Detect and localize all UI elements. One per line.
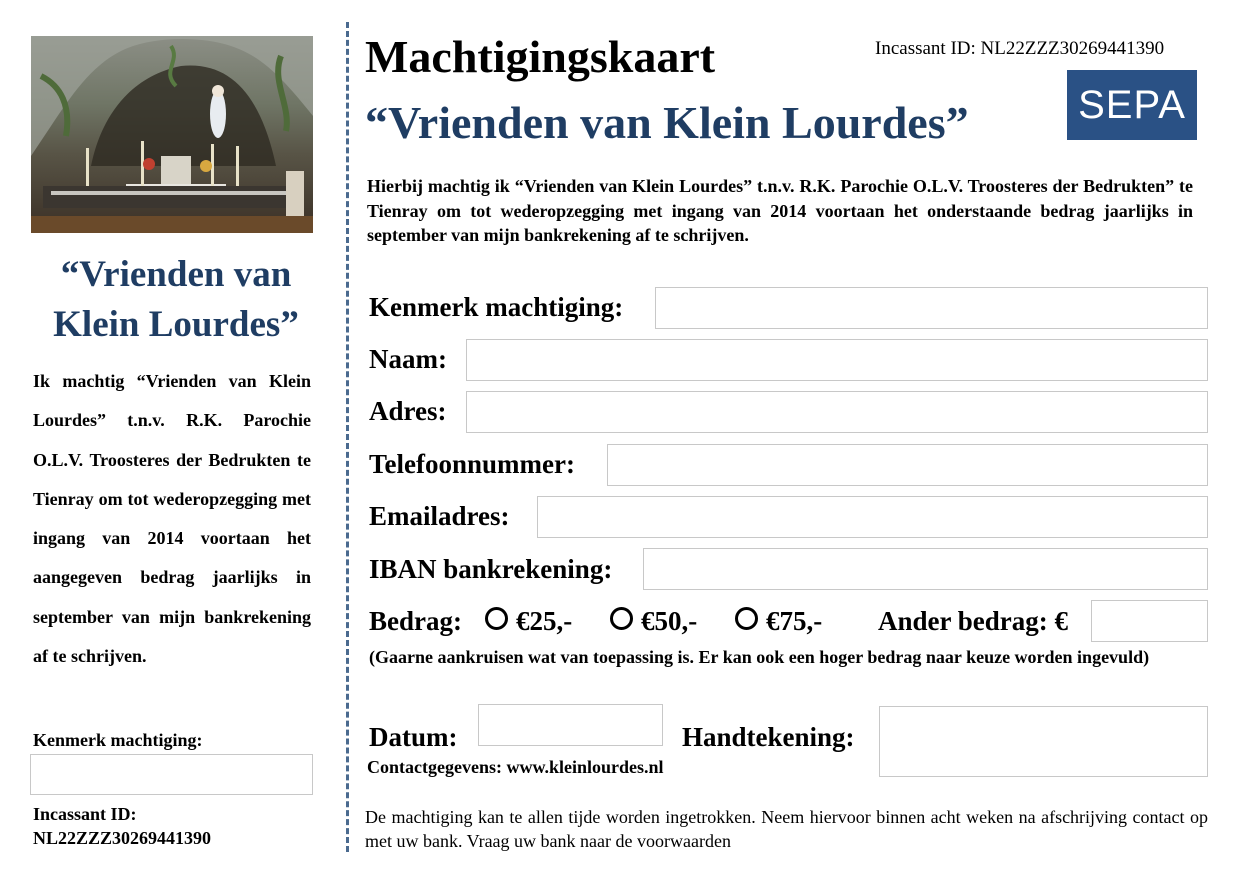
- adres-field[interactable]: [466, 391, 1208, 433]
- ander-bedrag-field[interactable]: [1091, 600, 1208, 642]
- email-field[interactable]: [537, 496, 1208, 538]
- option-75[interactable]: [735, 606, 822, 637]
- disclaimer-text: De machtiging kan te allen tijde worden ingetrokken. Neem hiervoor binnen acht weken na afschrijving contact op met uw bank. Vraag uw bank naar de voorwaarden: [365, 807, 1208, 851]
- left-incassant-label: Incassant ID:: [33, 804, 137, 824]
- naam-field[interactable]: [466, 339, 1208, 381]
- left-incassant-value: NL22ZZZ30269441390: [33, 828, 212, 848]
- radio-circle-icon[interactable]: [485, 607, 508, 630]
- left-incassant-id: [33, 802, 211, 850]
- card-subtitle: “Vrienden van Klein Lourdes”: [365, 97, 969, 148]
- option-50[interactable]: [610, 606, 697, 637]
- left-kenmerk-field[interactable]: [30, 754, 313, 795]
- kenmerk-label: Kenmerk machtiging:: [369, 292, 624, 322]
- handtekening-label: Handtekening:: [682, 722, 855, 752]
- bedrag-label: Bedrag:: [369, 606, 462, 636]
- kenmerk-field[interactable]: [655, 287, 1208, 329]
- option-75-label: €75,-: [766, 606, 823, 636]
- telefoon-field[interactable]: [607, 444, 1208, 486]
- bedrag-note: (Gaarne aankruisen wat van toepassing is. Er kan ook een hoger bedrag naar keuze worden ingevuld): [369, 647, 1150, 667]
- iban-label: IBAN bankrekening:: [369, 554, 613, 584]
- email-label: Emailadres:: [369, 501, 510, 531]
- contact-info: Contactgegevens: www.kleinlourdes.nl: [367, 757, 664, 777]
- option-25[interactable]: [485, 606, 572, 637]
- left-kenmerk-label: Kenmerk machtiging:: [33, 730, 203, 750]
- incassant-id: Incassant ID: NL22ZZZ30269441390: [875, 38, 1165, 59]
- left-mandate-text: Ik machtig “Vrienden van Klein Lourdes” t.n.v. R.K. Parochie O.L.V. Troosteres der Bedrukten te Tienray om tot wederopzegging met ingang van 2014 voortaan het aangegeven bedrag jaarlijks in september van mijn bankrekening af te schrijven.: [33, 371, 311, 667]
- datum-label: Datum:: [369, 722, 458, 752]
- left-title: “Vrienden van Klein Lourdes”: [53, 254, 299, 345]
- radio-circle-icon[interactable]: [735, 607, 758, 630]
- naam-label: Naam:: [369, 344, 447, 374]
- handtekening-field[interactable]: [879, 706, 1208, 777]
- datum-field[interactable]: [478, 704, 663, 746]
- card-title: Machtigingskaart: [365, 31, 716, 82]
- option-25-label: €25,-: [516, 606, 573, 636]
- iban-field[interactable]: [643, 548, 1208, 590]
- radio-circle-icon[interactable]: [610, 607, 633, 630]
- adres-label: Adres:: [369, 396, 447, 426]
- cut-line-divider: [346, 22, 349, 852]
- telefoon-label: Telefoonnummer:: [369, 449, 575, 479]
- grotto-photo: [31, 36, 313, 233]
- intro-text: Hierbij machtig ik “Vrienden van Klein Lourdes” t.n.v. R.K. Parochie O.L.V. Troosteres der Bedrukten” te Tienray om tot wederopzegging met ingang van 2014 voortaan het onderstaande bedrag jaarlijks in september van mijn bankrekening af te schrijven.: [367, 176, 1193, 245]
- option-50-label: €50,-: [641, 606, 698, 636]
- sepa-logo: SEPA: [1067, 70, 1197, 140]
- ander-bedrag-label: Ander bedrag: €: [878, 606, 1069, 636]
